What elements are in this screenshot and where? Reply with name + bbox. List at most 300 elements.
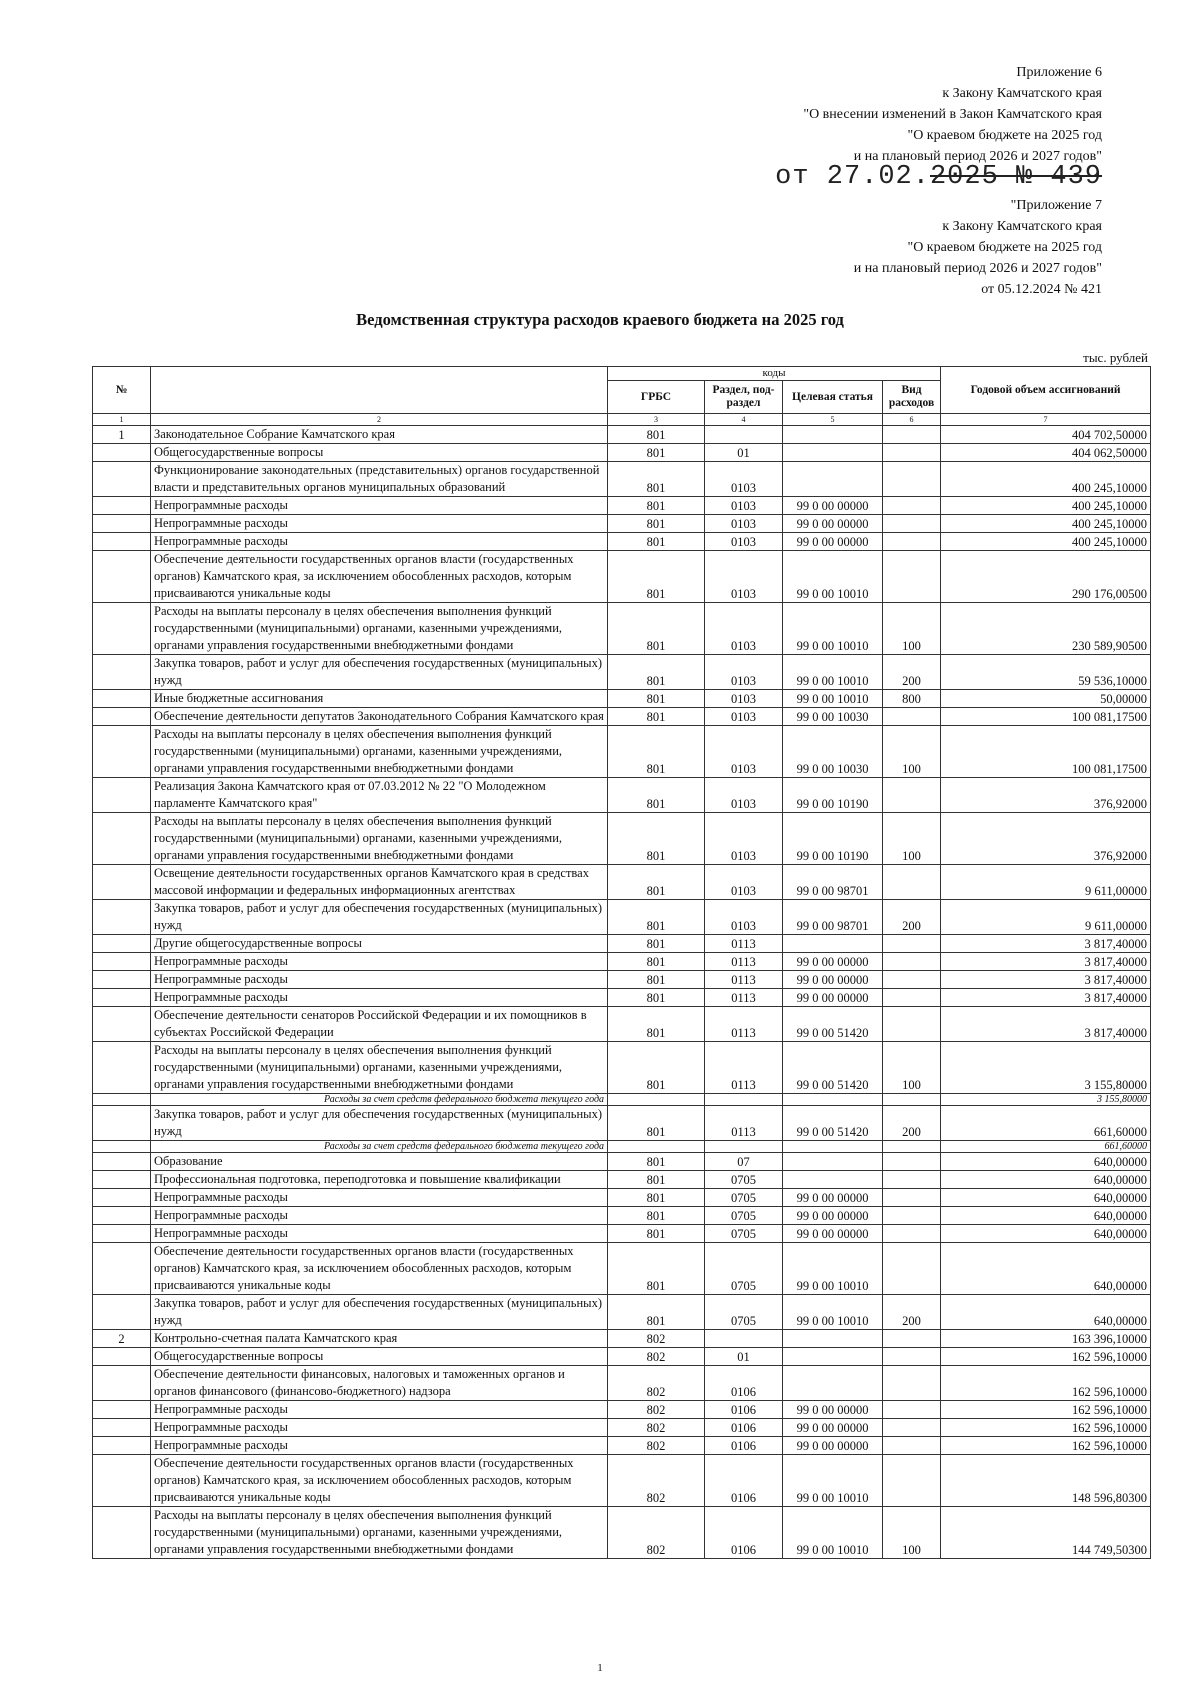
row-amount: 376,92000 (941, 813, 1151, 865)
row-number (93, 1171, 151, 1189)
row-target: 99 0 00 00000 (783, 953, 883, 971)
row-number (93, 533, 151, 551)
row-target: 99 0 00 10010 (783, 1295, 883, 1330)
row-kind: 100 (883, 1507, 941, 1559)
row-amount: 162 596,10000 (941, 1401, 1151, 1419)
row-name: Непрограммные расходы (151, 1401, 608, 1419)
row-section: 0705 (705, 1243, 783, 1295)
table-row (93, 690, 1151, 708)
row-target (783, 1094, 883, 1106)
row-grbs: 801 (608, 1171, 705, 1189)
row-amount: 100 081,17500 (941, 726, 1151, 778)
row-target (783, 426, 883, 444)
row-grbs: 802 (608, 1348, 705, 1366)
row-section: 0113 (705, 971, 783, 989)
row-name: Общегосударственные вопросы (151, 1348, 608, 1366)
stamp-prefix: от 27.02. (775, 162, 930, 192)
row-grbs: 801 (608, 551, 705, 603)
row-name: Обеспечение деятельности депутатов Законодательного Собрания Камчатского края (151, 708, 608, 726)
row-kind: 200 (883, 1295, 941, 1330)
units-label: тыс. рублей (1083, 350, 1148, 365)
row-kind (883, 1243, 941, 1295)
table-row (93, 1437, 1151, 1455)
row-name: Закупка товаров, работ и услуг для обеспечения государственных (муниципальных) нужд (151, 1295, 608, 1330)
row-number (93, 1094, 151, 1106)
row-amount: 3 155,80000 (941, 1042, 1151, 1094)
row-target: 99 0 00 10030 (783, 726, 883, 778)
row-number (93, 1243, 151, 1295)
row-amount: 3 817,40000 (941, 1007, 1151, 1042)
row-number (93, 1366, 151, 1401)
row-amount: 400 245,10000 (941, 515, 1151, 533)
row-kind (883, 426, 941, 444)
row-kind (883, 1419, 941, 1437)
row-grbs: 801 (608, 1225, 705, 1243)
row-section: 0106 (705, 1455, 783, 1507)
row-kind (883, 989, 941, 1007)
row-name: Законодательное Собрание Камчатского края (151, 426, 608, 444)
row-kind (883, 444, 941, 462)
row-name: Закупка товаров, работ и услуг для обеспечения государственных (муниципальных) нужд (151, 1106, 608, 1141)
row-grbs: 801 (608, 1243, 705, 1295)
row-target: 99 0 00 10010 (783, 1507, 883, 1559)
table-row (93, 1189, 1151, 1207)
row-target: 99 0 00 98701 (783, 865, 883, 900)
row-number (93, 1348, 151, 1366)
row-name: Обеспечение деятельности государственных органов власти (государственных органов) Камчатского края, за исключением обособленных расходов, которым присваиваются уникальные коды (151, 1243, 608, 1295)
row-section: 0705 (705, 1189, 783, 1207)
row-amount: 640,00000 (941, 1207, 1151, 1225)
row-kind (883, 1189, 941, 1207)
row-grbs: 802 (608, 1366, 705, 1401)
row-number (93, 497, 151, 515)
row-number (93, 1507, 151, 1559)
row-target: 99 0 00 00000 (783, 971, 883, 989)
row-number (93, 1225, 151, 1243)
row-grbs: 801 (608, 426, 705, 444)
row-number (93, 515, 151, 533)
row-kind (883, 1225, 941, 1243)
row-number (93, 726, 151, 778)
row-name: Непрограммные расходы (151, 1225, 608, 1243)
header-line: и на плановый период 2026 и 2027 годов" (853, 261, 1102, 276)
row-number (93, 1153, 151, 1171)
row-name: Расходы на выплаты персоналу в целях обеспечения выполнения функций государственными (муниципальными) органами, казенными учреждениями, органами управления государственными внебюджетными фондами (151, 813, 608, 865)
row-name: Непрограммные расходы (151, 1437, 608, 1455)
row-target (783, 462, 883, 497)
row-kind (883, 551, 941, 603)
table-row (93, 1042, 1151, 1094)
row-target (783, 444, 883, 462)
header-line: к Закону Камчатского края (942, 219, 1102, 234)
row-number (93, 690, 151, 708)
table-note-row (93, 1094, 1151, 1106)
row-amount: 640,00000 (941, 1171, 1151, 1189)
row-amount: 640,00000 (941, 1295, 1151, 1330)
col-number: 7 (941, 414, 1151, 426)
row-kind (883, 1366, 941, 1401)
table-row (93, 515, 1151, 533)
row-amount: 9 611,00000 (941, 900, 1151, 935)
row-amount: 162 596,10000 (941, 1366, 1151, 1401)
row-name: Иные бюджетные ассигнования (151, 690, 608, 708)
row-amount: 404 062,50000 (941, 444, 1151, 462)
row-section: 0113 (705, 1042, 783, 1094)
row-grbs: 801 (608, 865, 705, 900)
row-kind (883, 1007, 941, 1042)
header-line: от 05.12.2024 № 421 (981, 282, 1102, 297)
row-target: 99 0 00 00000 (783, 497, 883, 515)
row-grbs: 801 (608, 1106, 705, 1141)
document-title: Ведомственная структура расходов краевого бюджета на 2025 год (356, 310, 844, 329)
row-amount: 144 749,50300 (941, 1507, 1151, 1559)
row-amount: 162 596,10000 (941, 1437, 1151, 1455)
row-number (93, 1042, 151, 1094)
header-line: "О внесении изменений в Закон Камчатского края (803, 107, 1102, 122)
header-line: и на плановый период 2026 и 2027 годов" (853, 149, 1102, 164)
row-grbs: 802 (608, 1330, 705, 1348)
row-grbs: 801 (608, 655, 705, 690)
row-section: 0103 (705, 778, 783, 813)
row-grbs: 801 (608, 444, 705, 462)
row-number (93, 989, 151, 1007)
row-kind (883, 935, 941, 953)
row-grbs: 801 (608, 989, 705, 1007)
row-grbs: 801 (608, 462, 705, 497)
row-kind: 100 (883, 726, 941, 778)
table-row (93, 1295, 1151, 1330)
col-header-target: Целевая статья (783, 381, 883, 414)
row-number (93, 1007, 151, 1042)
row-kind: 100 (883, 813, 941, 865)
row-section (705, 1141, 783, 1153)
table-row (93, 726, 1151, 778)
row-section: 0103 (705, 655, 783, 690)
row-target (783, 1366, 883, 1401)
row-grbs: 801 (608, 953, 705, 971)
row-section: 0705 (705, 1295, 783, 1330)
row-name: Закупка товаров, работ и услуг для обеспечения государственных (муниципальных) нужд (151, 900, 608, 935)
row-grbs: 801 (608, 533, 705, 551)
row-kind (883, 708, 941, 726)
col-number: 6 (883, 414, 941, 426)
table-body (93, 426, 1151, 1559)
table-note-row (93, 1141, 1151, 1153)
row-name: Образование (151, 1153, 608, 1171)
row-grbs: 802 (608, 1455, 705, 1507)
row-target: 99 0 00 00000 (783, 1207, 883, 1225)
row-section: 0103 (705, 515, 783, 533)
row-grbs: 801 (608, 1207, 705, 1225)
table-row (93, 778, 1151, 813)
row-target: 99 0 00 00000 (783, 1419, 883, 1437)
row-name: Обеспечение деятельности финансовых, налоговых и таможенных органов и органов финансового (финансово-бюджетного) надзора (151, 1366, 608, 1401)
row-amount: 640,00000 (941, 1243, 1151, 1295)
row-grbs: 801 (608, 935, 705, 953)
row-kind (883, 1207, 941, 1225)
row-amount: 404 702,50000 (941, 426, 1151, 444)
header-line: "О краевом бюджете на 2025 год (907, 128, 1102, 143)
row-number (93, 1207, 151, 1225)
row-name: Непрограммные расходы (151, 1207, 608, 1225)
row-name: Расходы на выплаты персоналу в целях обеспечения выполнения функций государственными (муниципальными) органами, казенными учреждениями, органами управления государственными внебюджетными фондами (151, 603, 608, 655)
row-name: Функционирование законодательных (представительных) органов государственной власти и представительных органов муниципальных образований (151, 462, 608, 497)
row-name: Расходы за счет средств федерального бюджета текущего года (151, 1094, 608, 1106)
row-target (783, 1330, 883, 1348)
row-kind (883, 778, 941, 813)
row-name: Расходы на выплаты персоналу в целях обеспечения выполнения функций государственными (муниципальными) органами, казенными учреждениями, органами управления государственными внебюджетными фондами (151, 726, 608, 778)
row-name: Непрограммные расходы (151, 515, 608, 533)
row-amount: 640,00000 (941, 1153, 1151, 1171)
row-section: 0106 (705, 1507, 783, 1559)
row-kind (883, 533, 941, 551)
col-header-name (151, 367, 608, 414)
col-header-grbs: ГРБС (608, 381, 705, 414)
row-section: 0106 (705, 1366, 783, 1401)
row-name: Непрограммные расходы (151, 989, 608, 1007)
row-kind (883, 462, 941, 497)
row-kind (883, 1437, 941, 1455)
row-amount: 376,92000 (941, 778, 1151, 813)
table-row (93, 1401, 1151, 1419)
row-target: 99 0 00 00000 (783, 1401, 883, 1419)
row-section: 0106 (705, 1437, 783, 1455)
row-name: Непрограммные расходы (151, 953, 608, 971)
row-section (705, 426, 783, 444)
row-section: 01 (705, 444, 783, 462)
table-row (93, 1106, 1151, 1141)
row-grbs: 801 (608, 1295, 705, 1330)
table-row (93, 497, 1151, 515)
row-number (93, 1401, 151, 1419)
col-header-codes: коды (608, 367, 941, 381)
table-row (93, 971, 1151, 989)
row-grbs: 801 (608, 1153, 705, 1171)
table-row (93, 953, 1151, 971)
row-amount: 640,00000 (941, 1225, 1151, 1243)
row-kind (883, 953, 941, 971)
row-grbs: 802 (608, 1419, 705, 1437)
row-number (93, 603, 151, 655)
row-name: Непрограммные расходы (151, 971, 608, 989)
row-kind (883, 1401, 941, 1419)
row-amount: 3 817,40000 (941, 971, 1151, 989)
row-name: Контрольно-счетная палата Камчатского края (151, 1330, 608, 1348)
row-grbs: 801 (608, 708, 705, 726)
table-row (93, 1507, 1151, 1559)
row-target: 99 0 00 10010 (783, 690, 883, 708)
row-kind (883, 1153, 941, 1171)
row-name: Другие общегосударственные вопросы (151, 935, 608, 953)
row-kind (883, 515, 941, 533)
row-amount: 3 817,40000 (941, 953, 1151, 971)
table-row (93, 989, 1151, 1007)
row-grbs: 801 (608, 778, 705, 813)
row-grbs: 801 (608, 690, 705, 708)
row-amount: 661,60000 (941, 1106, 1151, 1141)
row-grbs: 801 (608, 515, 705, 533)
row-section: 0103 (705, 900, 783, 935)
row-target: 99 0 00 51420 (783, 1042, 883, 1094)
row-grbs: 801 (608, 813, 705, 865)
table-row (93, 1207, 1151, 1225)
col-number: 5 (783, 414, 883, 426)
row-target (783, 1141, 883, 1153)
row-grbs: 801 (608, 603, 705, 655)
row-amount: 400 245,10000 (941, 497, 1151, 515)
row-section: 0103 (705, 551, 783, 603)
row-number: 2 (93, 1330, 151, 1348)
row-amount: 290 176,00500 (941, 551, 1151, 603)
row-number (93, 551, 151, 603)
budget-table (92, 366, 1151, 1559)
col-number: 4 (705, 414, 783, 426)
row-grbs: 801 (608, 726, 705, 778)
row-target (783, 1348, 883, 1366)
table-row (93, 1419, 1151, 1437)
row-kind: 200 (883, 1106, 941, 1141)
table-row (93, 1243, 1151, 1295)
row-section: 0106 (705, 1401, 783, 1419)
row-kind (883, 971, 941, 989)
row-name: Расходы за счет средств федерального бюджета текущего года (151, 1141, 608, 1153)
row-name: Обеспечение деятельности государственных органов власти (государственных органов) Камчатского края, за исключением обособленных расходов, которым присваиваются уникальные коды (151, 551, 608, 603)
header-top (803, 62, 1102, 167)
row-name: Непрограммные расходы (151, 1189, 608, 1207)
row-amount: 3 817,40000 (941, 989, 1151, 1007)
row-section: 0103 (705, 708, 783, 726)
row-kind (883, 1094, 941, 1106)
row-amount: 100 081,17500 (941, 708, 1151, 726)
row-number (93, 971, 151, 989)
row-amount: 162 596,10000 (941, 1419, 1151, 1437)
row-section: 0113 (705, 1007, 783, 1042)
row-target: 99 0 00 10190 (783, 813, 883, 865)
row-section: 0103 (705, 690, 783, 708)
row-amount: 3 155,80000 (941, 1094, 1151, 1106)
row-number (93, 1437, 151, 1455)
row-target (783, 1171, 883, 1189)
row-amount: 230 589,90500 (941, 603, 1151, 655)
row-amount: 640,00000 (941, 1189, 1151, 1207)
row-name: Непрограммные расходы (151, 497, 608, 515)
row-target: 99 0 00 10190 (783, 778, 883, 813)
header-line: "Приложение 7 (1010, 198, 1102, 213)
row-kind (883, 1171, 941, 1189)
table-row (93, 708, 1151, 726)
row-grbs: 801 (608, 1189, 705, 1207)
row-target (783, 935, 883, 953)
row-target: 99 0 00 00000 (783, 989, 883, 1007)
col-header-kind: Вид расходов (883, 381, 941, 414)
col-header-no: № (93, 367, 151, 414)
row-number (93, 1295, 151, 1330)
row-name: Профессиональная подготовка, переподготовка и повышение квалификации (151, 1171, 608, 1189)
row-amount: 163 396,10000 (941, 1330, 1151, 1348)
row-target: 99 0 00 10010 (783, 1455, 883, 1507)
row-section: 0113 (705, 1106, 783, 1141)
row-section: 0113 (705, 989, 783, 1007)
row-target (783, 1153, 883, 1171)
row-number (93, 953, 151, 971)
header-line: "О краевом бюджете на 2025 год (907, 240, 1102, 255)
row-name: Непрограммные расходы (151, 533, 608, 551)
table-row (93, 426, 1151, 444)
row-grbs: 801 (608, 1042, 705, 1094)
table-row (93, 1348, 1151, 1366)
row-kind: 800 (883, 690, 941, 708)
row-grbs: 801 (608, 971, 705, 989)
row-section: 0103 (705, 726, 783, 778)
table-row (93, 813, 1151, 865)
row-amount: 50,00000 (941, 690, 1151, 708)
row-grbs: 801 (608, 497, 705, 515)
row-target: 99 0 00 10010 (783, 655, 883, 690)
table-row (93, 935, 1151, 953)
row-number (93, 865, 151, 900)
row-target: 99 0 00 98701 (783, 900, 883, 935)
row-name: Расходы на выплаты персоналу в целях обеспечения выполнения функций государственными (муниципальными) органами, казенными учреждениями, органами управления государственными внебюджетными фондами (151, 1507, 608, 1559)
date-stamp (775, 162, 1102, 192)
row-kind (883, 1330, 941, 1348)
row-name: Общегосударственные вопросы (151, 444, 608, 462)
row-name: Обеспечение деятельности сенаторов Российской Федерации и их помощников в субъектах Российской Федерации (151, 1007, 608, 1042)
col-header-amount: Годовой объем ассигнований (941, 367, 1151, 414)
row-name: Непрограммные расходы (151, 1419, 608, 1437)
row-amount: 148 596,80300 (941, 1455, 1151, 1507)
row-number (93, 708, 151, 726)
table-row (93, 1366, 1151, 1401)
table-row (93, 603, 1151, 655)
row-number (93, 462, 151, 497)
row-grbs: 801 (608, 900, 705, 935)
table-row (93, 1153, 1151, 1171)
table-row (93, 551, 1151, 603)
row-grbs (608, 1094, 705, 1106)
row-amount: 661,60000 (941, 1141, 1151, 1153)
row-target: 99 0 00 10030 (783, 708, 883, 726)
row-target: 99 0 00 10010 (783, 603, 883, 655)
row-number (93, 935, 151, 953)
row-target: 99 0 00 00000 (783, 533, 883, 551)
row-name: Расходы на выплаты персоналу в целях обеспечения выполнения функций государственными (муниципальными) органами, казенными учреждениями, органами управления государственными внебюджетными фондами (151, 1042, 608, 1094)
row-target: 99 0 00 00000 (783, 515, 883, 533)
table-row (93, 900, 1151, 935)
table-row (93, 1225, 1151, 1243)
row-section: 0113 (705, 935, 783, 953)
row-grbs: 802 (608, 1437, 705, 1455)
row-kind: 100 (883, 603, 941, 655)
header-line: Приложение 6 (1016, 65, 1102, 80)
row-target: 99 0 00 00000 (783, 1225, 883, 1243)
row-number (93, 655, 151, 690)
header-bottom (854, 195, 1102, 300)
col-number: 1 (93, 414, 151, 426)
col-header-section: Раздел, под-раздел (705, 381, 783, 414)
row-name: Обеспечение деятельности государственных органов власти (государственных органов) Камчатского края, за исключением обособленных расходов, которым присваиваются уникальные коды (151, 1455, 608, 1507)
row-amount: 3 817,40000 (941, 935, 1151, 953)
row-section (705, 1094, 783, 1106)
row-kind (883, 1455, 941, 1507)
table-row (93, 1007, 1151, 1042)
row-name: Освещение деятельности государственных органов Камчатского края в средствах массовой информации и федеральных информационных агентствах (151, 865, 608, 900)
row-number (93, 1141, 151, 1153)
table-row (93, 533, 1151, 551)
row-number (93, 1189, 151, 1207)
row-target: 99 0 00 00000 (783, 1189, 883, 1207)
row-section: 0103 (705, 533, 783, 551)
row-number (93, 444, 151, 462)
